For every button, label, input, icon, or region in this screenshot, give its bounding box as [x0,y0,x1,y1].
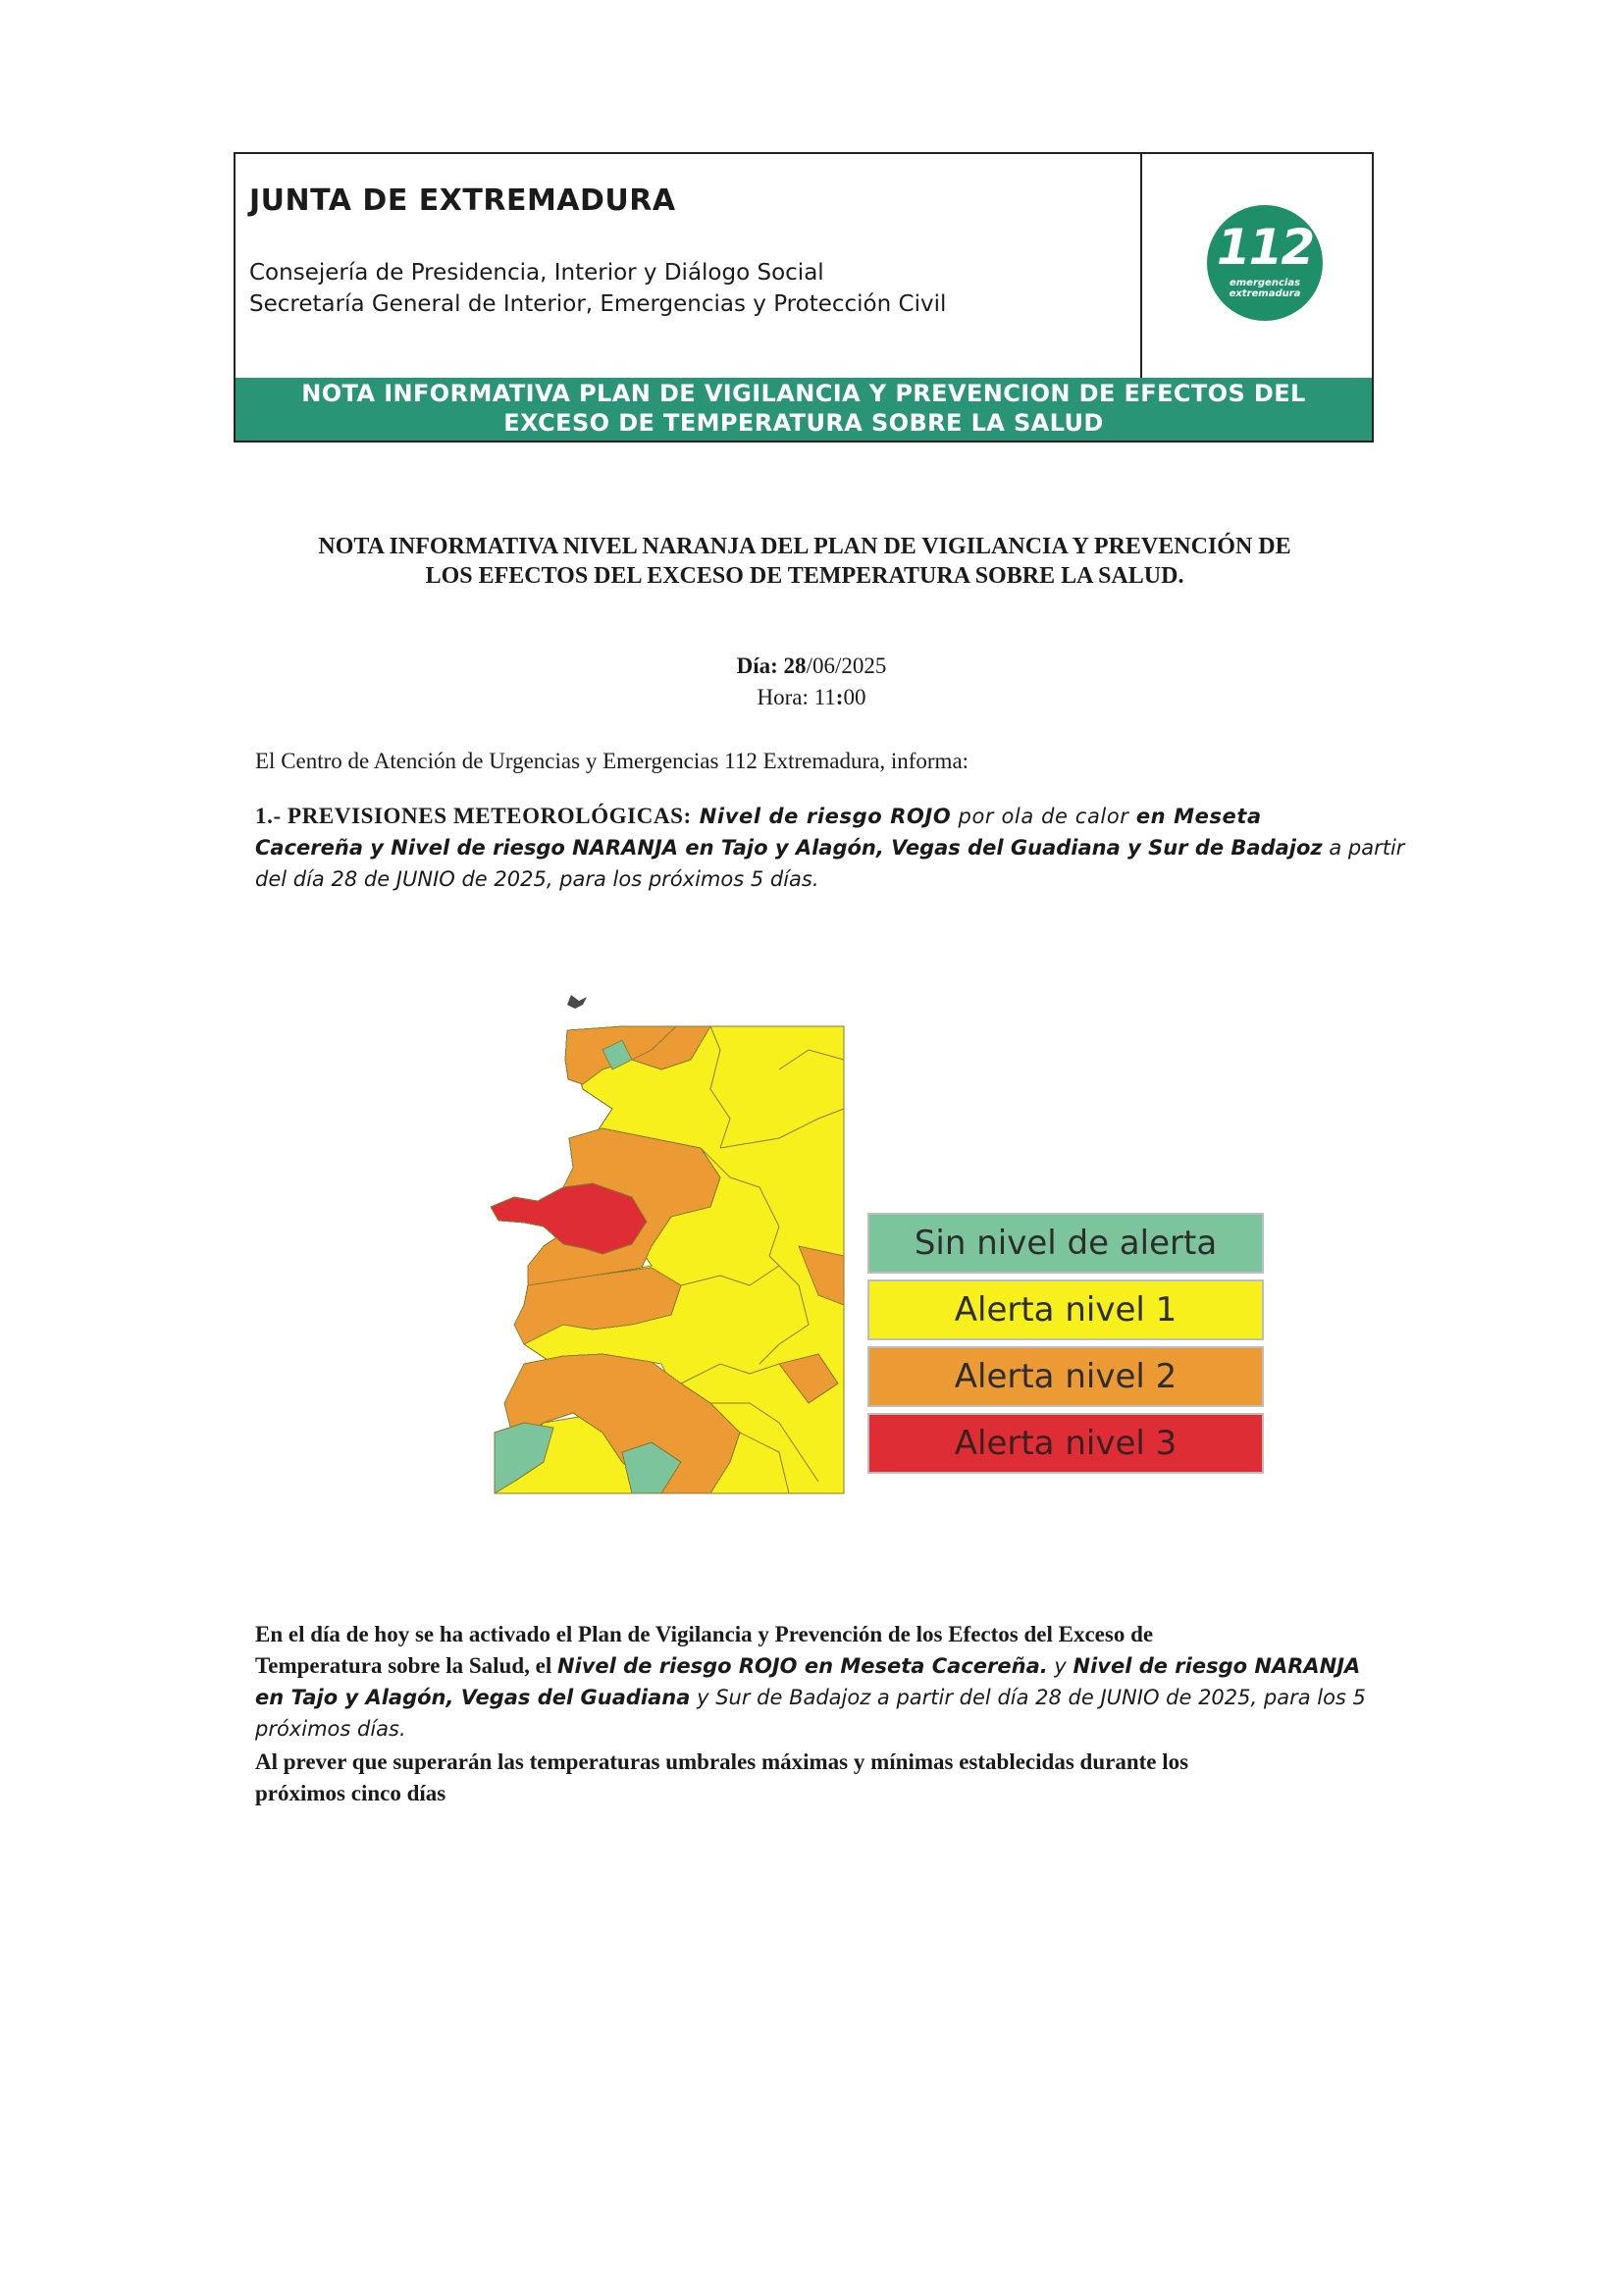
legend-level-1: Alerta nivel 1 [867,1279,1264,1340]
alert-map [485,991,848,1501]
logo-subtitle-1: emergencias [1229,278,1301,288]
time-line [0,685,1623,710]
banner-line-1: NOTA INFORMATIVA PLAN DE VIGILANCIA Y PREVENCION DE EFECTOS DEL [301,380,1306,407]
alert-legend [867,1213,1264,1480]
forecast-period-text: del día 28 de JUNIO de 2025, para los próximos 5 días. [255,867,819,891]
date-label: Día: 28 [736,653,807,678]
map-region-red-meseta [491,1183,647,1254]
letterhead-text-area [236,154,1142,380]
logo-subtitle-2: extremadura [1229,288,1301,299]
legend-level-3: Alerta nivel 3 [867,1413,1264,1474]
letterhead [234,152,1374,380]
organization-title: JUNTA DE EXTREMADURA [249,183,676,218]
legend-level-2: Alerta nivel 2 [867,1346,1264,1407]
forecast-orange-level: Cacereña y Nivel de riesgo NARANJA en Tajo y Alagón, Vegas del Guadiana y Sur de Badajoz [255,836,1323,860]
banner-line-2: EXCESO DE TEMPERATURA SOBRE LA SALUD [503,409,1104,437]
activation-line-3 [255,1682,1366,1713]
forecast-zone-text: en Meseta [1135,805,1262,828]
activation-orange-level: Nivel de riesgo NARANJA [1073,1654,1361,1678]
date-value: /06/2025 [806,653,887,678]
time-colon: : [835,685,844,709]
logo-number: 112 [1216,219,1314,276]
forecast-line-2 [255,832,1404,863]
activation-red-level: Nivel de riesgo ROJO en Meseta Cacereña. [556,1654,1048,1678]
emergencias-112-logo [1207,205,1323,321]
activation-line-4: próximos días. [255,1717,406,1741]
logo-area [1142,154,1374,380]
document-title-line-2: LOS EFECTOS DEL EXCESO DE TEMPERATURA SOBRE LA SALUD. [425,563,1184,589]
forecast-red-level: Nivel de riesgo ROJO [691,805,952,828]
legend-no-alert: Sin nivel de alerta [867,1213,1264,1274]
time-label: Hora: 11 [757,685,836,709]
activation-line-1: En el día de hoy se ha activado el Plan de Vigilancia y Prevención de los Efectos del Exceso de [255,1622,1154,1646]
forecast-line-3 [255,863,819,895]
intro-paragraph: El Centro de Atención de Urgencias y Emergencias 112 Extremadura, informa: [255,749,969,773]
activation-line-5: Al prever que superarán las temperaturas umbrales máximas y mínimas establecidas durante los [255,1749,1189,1774]
activation-and: y [1047,1654,1073,1678]
forecast-from-text: a partir [1322,836,1405,860]
secretariat-line: Secretaría General de Interior, Emergencias y Protección Civil [249,291,947,317]
activation-text-a: Temperatura sobre la Salud, el [255,1653,557,1678]
activation-line-6: próximos cinco días [255,1781,446,1805]
activation-line-2 [255,1650,1360,1682]
activation-zones: en Tajo y Alagón, Vegas del Guadiana [255,1686,691,1709]
date-line [0,653,1623,679]
activation-period: y Sur de Badajoz a partir del día 28 de JUNIO de 2025, para los 5 [690,1686,1366,1709]
time-value: 00 [843,685,866,709]
forecast-heat-text: por ola de calor [951,805,1136,828]
banner [234,378,1374,443]
document-title-line-1: NOTA INFORMATIVA NIVEL NARANJA DEL PLAN DE VIGILANCIA Y PREVENCIÓN DE [318,534,1291,559]
map-locator-mark [567,995,587,1009]
department-line: Consejería de Presidencia, Interior y Diálogo Social [249,260,824,286]
forecast-line-1 [255,801,1262,832]
forecast-label: 1.- PREVISIONES METEOROLÓGICAS: [255,804,692,828]
